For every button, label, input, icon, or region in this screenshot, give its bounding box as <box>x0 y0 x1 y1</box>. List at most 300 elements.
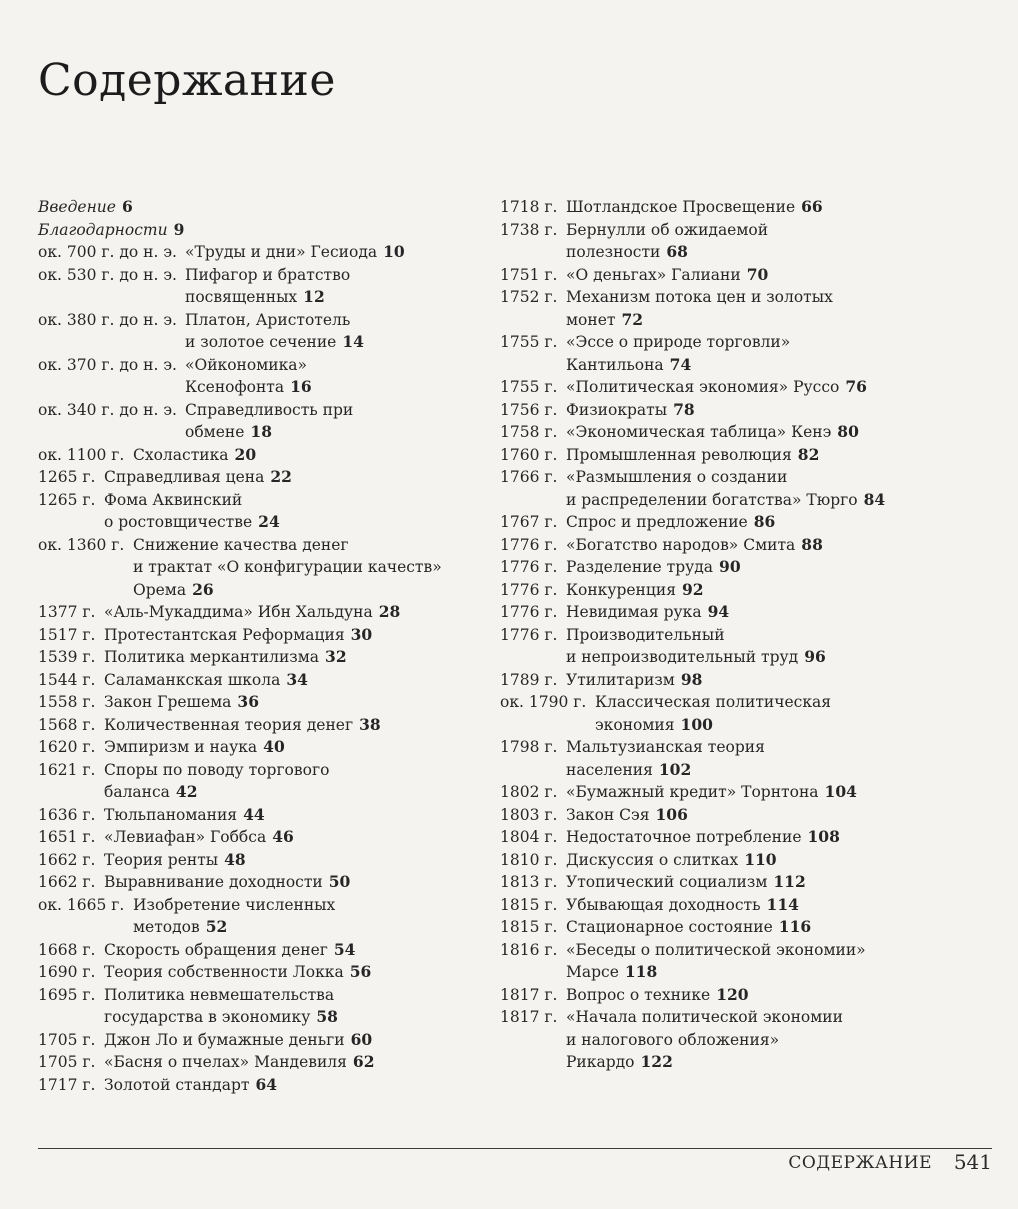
toc-entry-title-line: населения <box>566 760 653 779</box>
toc-entry-title-line: монет <box>566 310 616 329</box>
toc-entry-page: 64 <box>255 1074 278 1094</box>
toc-entry-page: 22 <box>270 467 292 486</box>
toc-entry-page: 36 <box>237 692 259 711</box>
toc-entry-date: 1813 г. <box>500 873 558 891</box>
toc-entry <box>500 781 1000 804</box>
toc-entry-page: 104 <box>824 782 857 801</box>
toc-entry-date: 1705 г. <box>38 1053 96 1071</box>
toc-entry-title-line: Платон, Аристотель <box>185 310 351 329</box>
toc-entry <box>38 871 490 894</box>
toc-entry <box>500 1006 1000 1074</box>
toc-entry-title-line: обмене <box>185 423 245 441</box>
toc-entry <box>38 669 490 692</box>
toc-entry-title-line: Классическая политическая <box>595 693 832 711</box>
toc-entry-date: 1817 г. <box>500 1008 558 1026</box>
toc-entry-title-line: Количественная теория денег <box>104 715 354 734</box>
toc-entry-title-line: «Богатство народов» Смита <box>566 535 796 554</box>
toc-entry-page: 116 <box>778 917 812 936</box>
toc-entry-date: ок. 1360 г. <box>38 535 125 554</box>
toc-entry-date: 1636 г. <box>38 805 96 824</box>
toc-entry-title <box>500 376 1000 399</box>
toc-entry <box>38 399 490 444</box>
toc-entry-title-line: «Бумажный кредит» Торнтона <box>566 783 819 801</box>
toc-entry-title-line: экономия <box>595 715 675 734</box>
footer-section-label: СОДЕРЖАНИЕ <box>788 1153 932 1173</box>
toc-entry <box>38 196 490 219</box>
toc-entry <box>500 894 1000 917</box>
toc-entry-page: 84 <box>863 489 886 509</box>
toc-entry-page: 114 <box>766 894 799 914</box>
toc-entry <box>38 736 490 759</box>
toc-entry-title-line: Золотой стандарт <box>104 1075 250 1094</box>
toc-entry-title-line: Конкуренция <box>566 580 676 599</box>
toc-entry-date: 1776 г. <box>500 558 558 576</box>
toc-entry <box>500 669 1000 692</box>
toc-entry-title-line: Промышленная революция <box>566 445 792 464</box>
toc-entry <box>500 849 1000 872</box>
toc-entry-title-line: государства в экономику <box>104 1008 311 1026</box>
toc-entry-date: 1265 г. <box>38 490 96 509</box>
toc-entry-page: 72 <box>621 309 644 329</box>
toc-entry-title-line: Справедливая цена <box>104 468 265 486</box>
toc-entry-date: 1690 г. <box>38 963 96 981</box>
toc-entry-date: 1776 г. <box>500 535 558 554</box>
toc-entry <box>38 691 490 714</box>
toc-entry-page: 20 <box>234 444 257 464</box>
toc-entry-date: ок. 1790 г. <box>500 693 587 711</box>
toc-entry-title-line: Выравнивание доходности <box>104 873 323 891</box>
toc-entry-page: 86 <box>753 512 776 531</box>
toc-entry-date: 1558 г. <box>38 693 96 711</box>
toc-entry-title-line: Эмпиризм и наука <box>104 738 258 756</box>
toc-entry <box>38 309 490 354</box>
footer-divider <box>38 1148 992 1149</box>
toc-entry <box>38 1051 490 1074</box>
toc-entry-title-line: «Эссе о природе торговли» <box>566 333 791 351</box>
toc-entry-title <box>38 219 490 242</box>
toc-entry-title <box>38 759 490 804</box>
toc-entry-page: 100 <box>680 714 713 734</box>
toc-entry <box>38 624 490 647</box>
toc-entry-date: 1766 г. <box>500 468 558 486</box>
toc-entry-title-line: Физиократы <box>566 400 668 419</box>
toc-entry-title <box>500 849 1000 872</box>
toc-entry-page: 66 <box>801 197 823 216</box>
toc-entry-title-line: Закон Сэя <box>566 805 650 824</box>
toc-entry-title-line: и трактат «О конфигурации качеств» <box>133 558 442 576</box>
toc-entry-title-line: Снижение качества денег <box>133 535 349 554</box>
toc-entry-date: ок. 700 г. до н. э. <box>38 243 177 261</box>
toc-entry <box>500 579 1000 602</box>
toc-entry-title-line: Бернулли об ожидаемой <box>566 220 769 239</box>
toc-entry-title <box>500 444 1000 467</box>
toc-entry-date: 1621 г. <box>38 760 96 779</box>
toc-entry-date: 1620 г. <box>38 738 96 756</box>
toc-entry-title-line: Невидимая рука <box>566 603 702 621</box>
toc-entry-date: 1717 г. <box>38 1075 96 1094</box>
toc-entry-date: 1798 г. <box>500 738 558 756</box>
toc-entry <box>500 219 1000 264</box>
toc-entry-title-line: о ростовщичестве <box>104 513 253 531</box>
toc-entry-title <box>500 556 1000 579</box>
toc-entry-date: 1817 г. <box>500 985 558 1004</box>
toc-entry-page: 30 <box>350 624 373 644</box>
toc-entry <box>500 376 1000 399</box>
toc-entry-title-line: Схоластика <box>133 445 229 464</box>
toc-entry-title-line: Саламанкская школа <box>104 670 281 689</box>
toc-entry-title-line: Политика невмешательства <box>104 985 335 1004</box>
toc-entry-page: 48 <box>224 849 246 869</box>
toc-entry <box>500 871 1000 894</box>
toc-entry-date: 1776 г. <box>500 625 558 644</box>
toc-entry-date: 1789 г. <box>500 670 558 689</box>
toc-entry-title <box>500 894 1000 917</box>
toc-entry-title-line: Спрос и предложение <box>566 513 748 531</box>
toc-entry-title-line: и налогового обложения» <box>566 1030 780 1049</box>
toc-entry <box>38 466 490 489</box>
toc-entry-title <box>38 466 490 489</box>
toc-entry-date: 1662 г. <box>38 850 96 869</box>
toc-entry-page: 62 <box>352 1052 375 1071</box>
toc-entry-title-line: Недостаточное потребление <box>566 828 802 846</box>
toc-entry-page: 9 <box>173 219 185 239</box>
toc-entry-title <box>38 714 490 737</box>
toc-entry-title <box>500 736 1000 781</box>
toc-entry-title <box>38 939 490 962</box>
toc-entry-title-line: Тюльпаномания <box>104 805 238 824</box>
toc-entry-title <box>38 691 490 714</box>
toc-entry-title-line: «Басня о пчелах» Мандевиля <box>104 1053 347 1071</box>
toc-entry-page: 74 <box>669 354 692 374</box>
toc-entry-title-line: «Размышления о создании <box>566 468 788 486</box>
toc-entry-date: ок. 380 г. до н. э. <box>38 310 177 329</box>
toc-entry-title <box>38 984 490 1029</box>
toc-entry-date: 1776 г. <box>500 603 558 621</box>
toc-entry-title-line: Вопрос о технике <box>566 985 711 1004</box>
toc-entry-page: 108 <box>807 827 840 846</box>
toc-entry-page: 96 <box>804 647 826 666</box>
toc-entry-title-line: Орема <box>133 580 187 599</box>
toc-entry-title-line: баланса <box>104 783 170 801</box>
toc-entry-title <box>500 264 1000 287</box>
toc-entry-title-line: «Политическая экономия» Руссо <box>566 378 840 396</box>
toc-entry-title-line: «Ойкономика» <box>185 355 308 374</box>
toc-entry <box>500 444 1000 467</box>
toc-entry-page: 112 <box>773 872 806 891</box>
toc-entry-date: 1539 г. <box>38 648 96 666</box>
toc-entry-title <box>500 871 1000 894</box>
toc-entry <box>500 916 1000 939</box>
toc-entry-title <box>38 804 490 827</box>
toc-entry <box>38 759 490 804</box>
toc-entry-page: 94 <box>707 602 730 621</box>
toc-entry-page: 118 <box>624 962 658 981</box>
toc-entry-page: 106 <box>655 804 688 824</box>
toc-entry-title <box>500 781 1000 804</box>
toc-entry-date: ок. 340 г. до н. э. <box>38 400 177 419</box>
toc-entry-title <box>38 849 490 872</box>
toc-entry-title-line: и непроизводительный труд <box>566 648 799 666</box>
toc-entry-title <box>500 1006 1000 1074</box>
toc-entry-date: ок. 370 г. до н. э. <box>38 355 177 374</box>
toc-entry-title <box>38 489 490 534</box>
toc-entry-title <box>500 669 1000 692</box>
toc-right-column <box>500 196 1000 1074</box>
toc-entry-page: 92 <box>681 579 704 599</box>
toc-entry-title-line: Стационарное состояние <box>566 918 773 936</box>
toc-entry-date: ок. 530 г. до н. э. <box>38 265 177 284</box>
toc-entry-title-line: Шотландское Просвещение <box>566 198 796 216</box>
toc-entry <box>38 241 490 264</box>
toc-entry <box>500 399 1000 422</box>
toc-entry <box>500 736 1000 781</box>
toc-entry-page: 90 <box>719 557 741 576</box>
toc-entry-title <box>500 511 1000 534</box>
toc-entry <box>38 264 490 309</box>
toc-entry-title-line: Марсе <box>566 963 619 981</box>
toc-entry <box>38 894 490 939</box>
toc-entry <box>38 1074 490 1097</box>
toc-entry-title-line: Рикардо <box>566 1053 635 1071</box>
toc-entry-title <box>38 624 490 647</box>
toc-entry <box>500 624 1000 669</box>
toc-entry-title-line: «Беседы о политической экономии» <box>566 940 866 959</box>
toc-entry <box>38 219 490 242</box>
page-number: 541 <box>953 1150 992 1174</box>
toc-entry-title <box>38 669 490 692</box>
toc-entry <box>500 826 1000 849</box>
toc-entry <box>38 646 490 669</box>
toc-entry-title <box>500 624 1000 669</box>
toc-entry-date: 1377 г. <box>38 603 96 621</box>
toc-entry-title <box>38 826 490 849</box>
toc-entry-page: 58 <box>316 1007 338 1026</box>
toc-entry-title <box>38 196 490 219</box>
toc-entry-title-line: Закон Грешема <box>104 693 232 711</box>
toc-entry-title-line: и распределении богатства» Тюрго <box>566 490 858 509</box>
toc-entry-title <box>38 646 490 669</box>
toc-entry-page: 38 <box>359 714 381 734</box>
toc-entry-title-line: Механизм потока цен и золотых <box>566 288 833 306</box>
toc-entry-title-line: Производительный <box>566 625 725 644</box>
toc-entry-date: 1695 г. <box>38 985 96 1004</box>
toc-entry-page: 54 <box>333 939 356 959</box>
toc-entry-title-line: «Левиафан» Гоббса <box>104 828 267 846</box>
toc-entry-page: 76 <box>845 377 867 396</box>
toc-entry <box>500 556 1000 579</box>
toc-entry-title-line: «Труды и дни» Гесиода <box>185 243 378 261</box>
toc-entry-title-line: методов <box>133 918 200 936</box>
toc-entry-page: 70 <box>746 264 769 284</box>
toc-entry <box>38 984 490 1029</box>
toc-entry-date: 1718 г. <box>500 198 558 216</box>
toc-entry-date: 1651 г. <box>38 828 96 846</box>
toc-entry-page: 12 <box>303 287 325 306</box>
toc-entry-page: 44 <box>243 804 265 824</box>
toc-entry-title <box>500 331 1000 376</box>
toc-entry-title-line: Убывающая доходность <box>566 895 761 914</box>
toc-entry-title-line: Утилитаризм <box>566 670 675 689</box>
toc-left-column <box>38 196 490 1096</box>
toc-entry-title-line: Протестантская Реформация <box>104 625 345 644</box>
toc-entry-title <box>38 961 490 984</box>
toc-entry-date: 1738 г. <box>500 220 558 239</box>
toc-entry-page: 6 <box>121 197 133 216</box>
toc-entry-page: 120 <box>716 984 749 1004</box>
toc-entry <box>500 984 1000 1007</box>
toc-entry-page: 46 <box>272 827 294 846</box>
toc-entry-title <box>38 871 490 894</box>
toc-entry-title-line: Теория ренты <box>104 850 219 869</box>
toc-entry <box>38 849 490 872</box>
toc-entry-title-line: «Экономическая таблица» Кенэ <box>566 423 832 441</box>
toc-entry-date: ок. 1665 г. <box>38 895 125 914</box>
toc-entry-page: 28 <box>378 602 401 621</box>
toc-entry <box>38 1029 490 1052</box>
toc-entry <box>38 961 490 984</box>
toc-entry-title-line: Справедливость при <box>185 400 354 419</box>
toc-entry-title <box>500 826 1000 849</box>
toc-entry-page: 52 <box>205 917 228 936</box>
toc-entry-date: 1751 г. <box>500 265 558 284</box>
toc-entry-date: 1776 г. <box>500 580 558 599</box>
toc-entry <box>500 534 1000 557</box>
toc-entry-title <box>500 421 1000 444</box>
toc-entry <box>38 489 490 534</box>
toc-entry-date: 1810 г. <box>500 850 558 869</box>
toc-entry-title-line: Пифагор и братство <box>185 265 351 284</box>
toc-entry-title <box>500 399 1000 422</box>
toc-entry-page: 14 <box>342 332 364 351</box>
toc-entry <box>500 466 1000 511</box>
toc-entry-title-line: Скорость обращения денег <box>104 940 328 959</box>
toc-entry-date: 1662 г. <box>38 873 96 891</box>
toc-entry-date: 1756 г. <box>500 400 558 419</box>
toc-entry-date: 1755 г. <box>500 333 558 351</box>
toc-entry-date: 1767 г. <box>500 513 558 531</box>
toc-entry-title <box>500 466 1000 511</box>
toc-entry-title-line: полезности <box>566 243 661 261</box>
toc-entry-title-line: посвященных <box>185 288 298 306</box>
toc-entry-date: 1815 г. <box>500 918 558 936</box>
toc-entry-title-line: Дискуссия о слитках <box>566 850 739 869</box>
toc-entry-date: ок. 1100 г. <box>38 445 125 464</box>
toc-entry-title-line: Политика меркантилизма <box>104 648 320 666</box>
toc-entry <box>500 196 1000 219</box>
toc-entry-date: 1804 г. <box>500 828 558 846</box>
toc-entry-date: 1755 г. <box>500 378 558 396</box>
toc-entry-title-line: Кантильона <box>566 355 664 374</box>
toc-entry <box>500 331 1000 376</box>
toc-entry-title <box>38 736 490 759</box>
toc-entry-date: 1760 г. <box>500 445 558 464</box>
toc-entry-title-line: Джон Ло и бумажные деньги <box>104 1030 345 1049</box>
toc-entry-title <box>38 1029 490 1052</box>
toc-entry-title <box>38 1051 490 1074</box>
toc-entry-date: 1705 г. <box>38 1030 96 1049</box>
toc-entry-title <box>38 601 490 624</box>
toc-entry-page: 32 <box>325 647 347 666</box>
toc-entry-page: 26 <box>192 579 214 599</box>
toc-entry-page: 98 <box>680 669 703 689</box>
toc-entry <box>38 804 490 827</box>
toc-entry-page: 88 <box>801 534 823 554</box>
toc-entry <box>500 421 1000 444</box>
toc-entry-title <box>500 804 1000 827</box>
toc-entry <box>38 714 490 737</box>
toc-entry-title <box>500 916 1000 939</box>
toc-entry-page: 40 <box>263 737 285 756</box>
toc-entry-title-line: Споры по поводу торгового <box>104 760 330 779</box>
toc-entry-date: 1517 г. <box>38 625 96 644</box>
page-title: Содержание <box>38 55 336 107</box>
toc-entry-page: 122 <box>640 1052 673 1071</box>
toc-entry-title-line: Ксенофонта <box>185 378 285 396</box>
toc-entry-page: 50 <box>328 872 351 891</box>
toc-entry-page: 80 <box>837 422 859 441</box>
toc-entry-title <box>500 939 1000 984</box>
toc-entry-title-line: Изобретение численных <box>133 895 336 914</box>
toc-entry-page: 42 <box>175 782 198 801</box>
toc-entry-title-line: Фома Аквинский <box>104 490 243 509</box>
toc-entry-title <box>500 219 1000 264</box>
toc-entry-date: 1758 г. <box>500 423 558 441</box>
toc-entry-title <box>500 286 1000 331</box>
toc-entry-title-line: Мальтузианская теория <box>566 738 765 756</box>
toc-entry-title-line: и золотое сечение <box>185 333 337 351</box>
toc-entry-date: 1568 г. <box>38 715 96 734</box>
toc-entry <box>500 691 1000 736</box>
toc-entry-page: 60 <box>350 1029 373 1049</box>
toc-entry <box>38 826 490 849</box>
toc-entry-title-line: «О деньгах» Галиани <box>566 265 741 284</box>
toc-entry-title <box>500 534 1000 557</box>
toc-entry-page: 10 <box>383 242 405 261</box>
toc-entry-title <box>500 601 1000 624</box>
toc-entry-date: 1544 г. <box>38 670 96 689</box>
toc-entry-page: 34 <box>286 669 308 689</box>
toc-entry-title <box>38 1074 490 1097</box>
toc-entry-date: 1752 г. <box>500 288 558 306</box>
toc-entry <box>38 444 490 467</box>
toc-entry-page: 78 <box>673 399 695 419</box>
toc-entry-title-line: Введение <box>38 198 116 216</box>
toc-entry-page: 24 <box>258 512 280 531</box>
toc-entry <box>500 264 1000 287</box>
toc-entry <box>38 354 490 399</box>
toc-entry-page: 56 <box>349 962 372 981</box>
toc-entry-page: 110 <box>744 849 777 869</box>
toc-entry-page: 102 <box>658 759 692 779</box>
toc-entry-date: 1802 г. <box>500 783 558 801</box>
toc-entry-title-line: «Начала политической экономии <box>566 1008 843 1026</box>
toc-entry-page: 18 <box>250 422 272 441</box>
toc-entry <box>500 939 1000 984</box>
toc-entry-page: 16 <box>290 377 312 396</box>
toc-entry-title <box>500 579 1000 602</box>
toc-entry-date: 1803 г. <box>500 805 558 824</box>
toc-entry-title-line: Благодарности <box>38 220 168 239</box>
toc-entry <box>38 601 490 624</box>
toc-entry <box>38 939 490 962</box>
toc-entry-title-line: Утопический социализм <box>566 873 768 891</box>
toc-entry-date: 1265 г. <box>38 468 96 486</box>
toc-entry-date: 1816 г. <box>500 940 558 959</box>
toc-entry-title <box>500 984 1000 1007</box>
toc-entry-page: 68 <box>666 242 688 261</box>
toc-entry <box>500 804 1000 827</box>
toc-entry-date: 1815 г. <box>500 895 558 914</box>
